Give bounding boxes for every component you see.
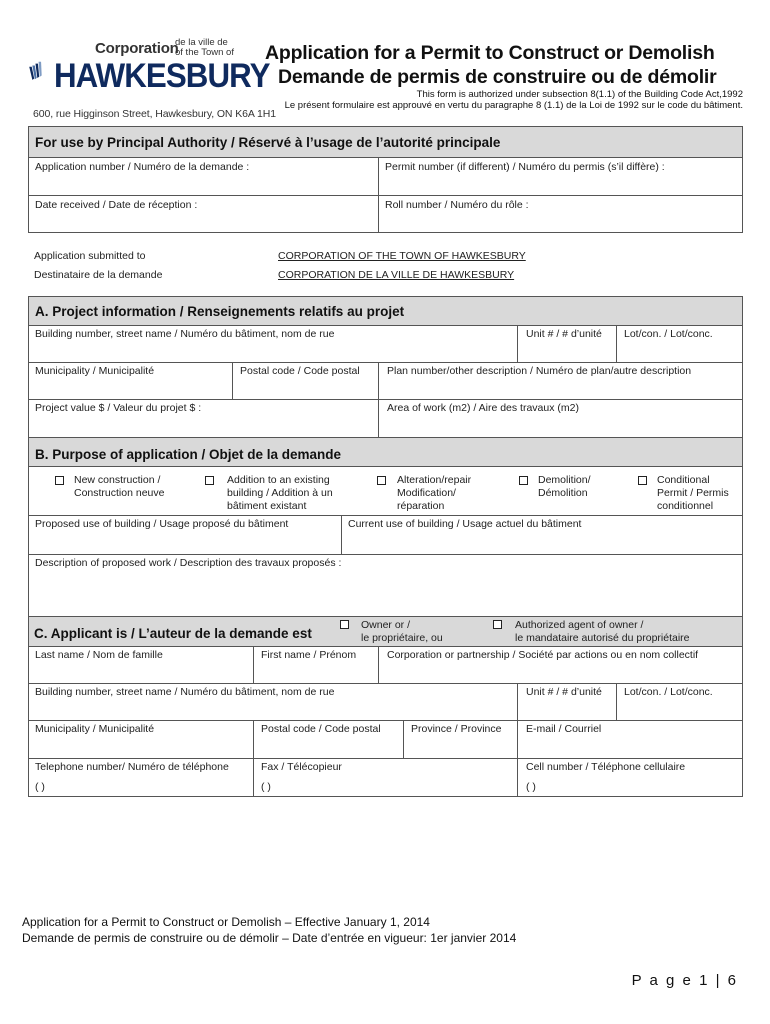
applicant-postal-code-field[interactable]: Postal code / Code postal	[253, 720, 404, 759]
applicant-lot-field[interactable]: Lot/con. / Lot/conc.	[616, 683, 743, 721]
project-municipality-field[interactable]: Municipality / Municipalité	[28, 362, 233, 400]
fax-field[interactable]: Fax / Télécopieur ( )	[253, 758, 518, 797]
section-c-heading: C. Applicant is / L’auteur de la demande est	[34, 626, 312, 641]
submitted-value-fr: CORPORATION DE LA VILLE DE HAWKESBURY	[278, 269, 515, 281]
logo-corporation-text: Corporation	[95, 40, 179, 57]
applicant-building-number-field[interactable]: Building number, street name / Numéro du bâtiment, nom de rue	[28, 683, 518, 721]
corporation-field[interactable]: Corporation or partnership / Société par actions ou en nom collectif	[378, 646, 743, 684]
page-number: P a g e 1 | 6	[631, 972, 738, 989]
application-number-field[interactable]: Application number / Numéro de la demande :	[28, 157, 379, 196]
cell-field[interactable]: Cell number / Téléphone cellulaire ( )	[517, 758, 743, 797]
logo-address: 600, rue Higginson Street, Hawkesbury, ON K6A 1H1	[33, 108, 276, 120]
section-a-heading: A. Project information / Renseignements relatifs au projet	[28, 296, 743, 326]
addition-checkbox[interactable]	[205, 476, 214, 485]
alteration-checkbox[interactable]	[377, 476, 386, 485]
conditional-permit-checkbox[interactable]	[638, 476, 647, 485]
demolition-label: Demolition/ Démolition	[538, 474, 591, 499]
footer-line-fr: Demande de permis de construire ou de démolir – Date d’entrée en vigueur: 1er janvier 2014	[22, 931, 517, 945]
applicant-province-field[interactable]: Province / Province	[403, 720, 518, 759]
project-building-number-field[interactable]: Building number, street name / Numéro du bâtiment, nom de rue	[28, 325, 518, 363]
agent-checkbox[interactable]	[493, 620, 502, 629]
section-b-heading: B. Purpose of application / Objet de la demande	[28, 437, 743, 467]
alteration-label: Alteration/repair Modification/ réparation	[397, 474, 472, 512]
owner-checkbox[interactable]	[340, 620, 349, 629]
applicant-municipality-field[interactable]: Municipality / Municipalité	[28, 720, 254, 759]
authorization-fr: Le présent formulaire est approuvé en vertu du paragraphe 8 (1.1) de la Loi de 1992 sur le code du bâtiment.	[284, 100, 743, 111]
applicant-email-field[interactable]: E-mail / Courriel	[517, 720, 743, 759]
project-lot-field[interactable]: Lot/con. / Lot/conc.	[616, 325, 743, 363]
permit-number-field[interactable]: Permit number (if different) / Numéro du permis (s’il diffère) :	[378, 157, 743, 196]
authorization-en: This form is authorized under subsection 8(1.1) of the Building Code Act,1992	[416, 89, 743, 100]
project-area-field[interactable]: Area of work (m2) / Aire des travaux (m2)	[378, 399, 743, 438]
form-title-fr: Demande de permis de construire ou de démolir	[278, 66, 717, 88]
logo-name: HAWKESBURY	[54, 57, 270, 95]
first-name-field[interactable]: First name / Prénom	[253, 646, 379, 684]
authority-heading: For use by Principal Authority / Réservé à l’usage de l’autorité principale	[28, 126, 743, 158]
conditional-permit-label: Conditional Permit / Permis conditionnel	[657, 474, 729, 512]
description-field[interactable]: Description of proposed work / Description des travaux proposés :	[28, 554, 743, 617]
last-name-field[interactable]: Last name / Nom de famille	[28, 646, 254, 684]
current-use-field[interactable]: Current use of building / Usage actuel du bâtiment	[341, 515, 743, 555]
agent-label: Authorized agent of owner / le mandataire autorisé du propriétaire	[515, 619, 690, 644]
project-plan-number-field[interactable]: Plan number/other description / Numéro de plan/autre description	[378, 362, 743, 400]
demolition-checkbox[interactable]	[519, 476, 528, 485]
submitted-value-en: CORPORATION OF THE TOWN OF HAWKESBURY	[278, 250, 526, 262]
submitted-label-fr: Destinataire de la demande	[34, 269, 163, 281]
owner-label: Owner or / le propriétaire, ou	[361, 619, 443, 644]
addition-label: Addition to an existing building / Addition à un bâtiment existant	[227, 474, 333, 512]
project-unit-field[interactable]: Unit # / # d’unité	[517, 325, 617, 363]
project-postal-code-field[interactable]: Postal code / Code postal	[232, 362, 379, 400]
roll-number-field[interactable]: Roll number / Numéro du rôle :	[378, 195, 743, 233]
new-construction-label: New construction / Construction neuve	[74, 474, 165, 499]
applicant-unit-field[interactable]: Unit # / # d’unité	[517, 683, 617, 721]
date-received-field[interactable]: Date received / Date de réception :	[28, 195, 379, 233]
footer-line-en: Application for a Permit to Construct or Demolish – Effective January 1, 2014	[22, 915, 430, 929]
project-value-field[interactable]: Project value $ / Valeur du projet $ :	[28, 399, 379, 438]
logo-ville-text: de la ville de of the Town of	[175, 37, 234, 58]
form-title-en: Application for a Permit to Construct or Demolish	[265, 42, 715, 64]
proposed-use-field[interactable]: Proposed use of building / Usage proposé du bâtiment	[28, 515, 342, 555]
new-construction-checkbox[interactable]	[55, 476, 64, 485]
telephone-field[interactable]: Telephone number/ Numéro de téléphone ( )	[28, 758, 254, 797]
submitted-label-en: Application submitted to	[34, 250, 146, 262]
